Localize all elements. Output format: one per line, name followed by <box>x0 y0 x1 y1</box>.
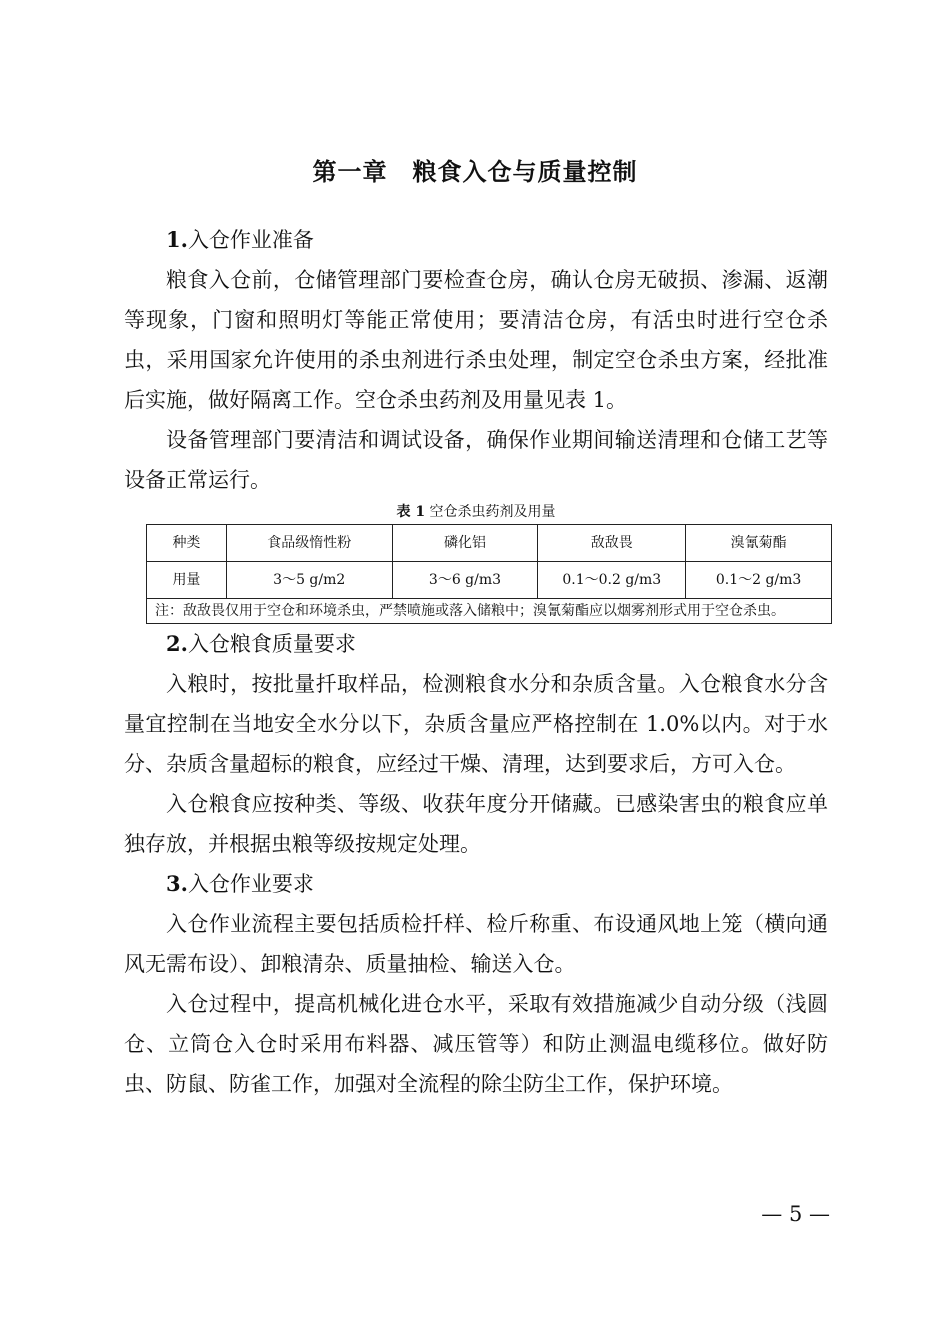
section-number: 1. <box>166 227 188 252</box>
section-heading <box>124 624 828 664</box>
pesticide-table <box>146 524 832 624</box>
table-cell: 0.1～2 g/m3 <box>686 562 832 599</box>
table-cell: 3～6 g/m3 <box>392 562 538 599</box>
section-heading <box>124 220 828 260</box>
table-header-cell: 种类 <box>147 525 227 562</box>
table-header-cell: 敌敌畏 <box>538 525 686 562</box>
paragraph: 设备管理部门要清洁和调试设备，确保作业期间输送清理和仓储工艺等设备正常运行。 <box>124 428 828 492</box>
section-heading <box>124 864 828 904</box>
paragraph: 粮食入仓前，仓储管理部门要检查仓房，确认仓房无破损、渗漏、返潮等现象，门窗和照明灯等能正常使用；要清洁仓房，有活虫时进行空仓杀虫，采用国家允许使用的杀虫剂进行杀虫处理，制定空仓杀虫方案，经批准后实施，做好隔离工作。空仓杀虫药剂及用量见表 1。 <box>124 268 828 412</box>
table-cell: 3～5 g/m2 <box>226 562 392 599</box>
table-note: 注：敌敌畏仅用于空仓和环境杀虫，严禁喷施或落入储粮中；溴氰菊酯应以烟雾剂形式用于空仓杀虫。 <box>147 599 832 624</box>
table-header-cell: 磷化铝 <box>392 525 538 562</box>
table-cell: 0.1～0.2 g/m3 <box>538 562 686 599</box>
section-number: 2. <box>166 631 188 656</box>
table-caption <box>124 502 828 522</box>
table-header-cell: 食品级惰性粉 <box>226 525 392 562</box>
paragraph: 入仓作业流程主要包括质检扦样、检斤称重、布设通风地上笼（横向通风无需布设）、卸粮清杂、质量抽检、输送入仓。 <box>124 912 828 976</box>
paragraph: 入仓过程中，提高机械化进仓水平，采取有效措施减少自动分级（浅圆仓、立筒仓入仓时采用布料器、减压管等）和防止测温电缆移位。做好防虫、防鼠、防雀工作，加强对全流程的除尘防尘工作，保护环境。 <box>124 992 828 1096</box>
table-caption-label: 表 1 <box>396 504 426 520</box>
paragraph: 入仓粮食应按种类、等级、收获年度分开储藏。已感染害虫的粮食应单独存放，并根据虫粮等级按规定处理。 <box>124 792 828 856</box>
table-cell: 用量 <box>147 562 227 599</box>
document-body <box>124 220 828 1104</box>
paragraph: 入粮时，按批量扦取样品，检测粮食水分和杂质含量。入仓粮食水分含量宜控制在当地安全水分以下，杂质含量应严格控制在 1.0%以内。对于水分、杂质含量超标的粮食，应经过干燥、清理，达到要求后，方可入仓。 <box>124 672 828 776</box>
section-title: 入仓粮食质量要求 <box>187 632 356 656</box>
section-number: 3. <box>166 871 188 896</box>
table-note-row <box>147 599 832 624</box>
table-caption-text: 空仓杀虫药剂及用量 <box>429 504 556 520</box>
table-header-row <box>147 525 832 562</box>
section-title: 入仓作业准备 <box>187 228 314 252</box>
table-row <box>147 562 832 599</box>
page-number: — 5 — <box>761 1202 830 1226</box>
table-header-cell: 溴氰菊酯 <box>686 525 832 562</box>
chapter-title: 第一章 粮食入仓与质量控制 <box>312 158 638 186</box>
section-title: 入仓作业要求 <box>187 872 314 896</box>
